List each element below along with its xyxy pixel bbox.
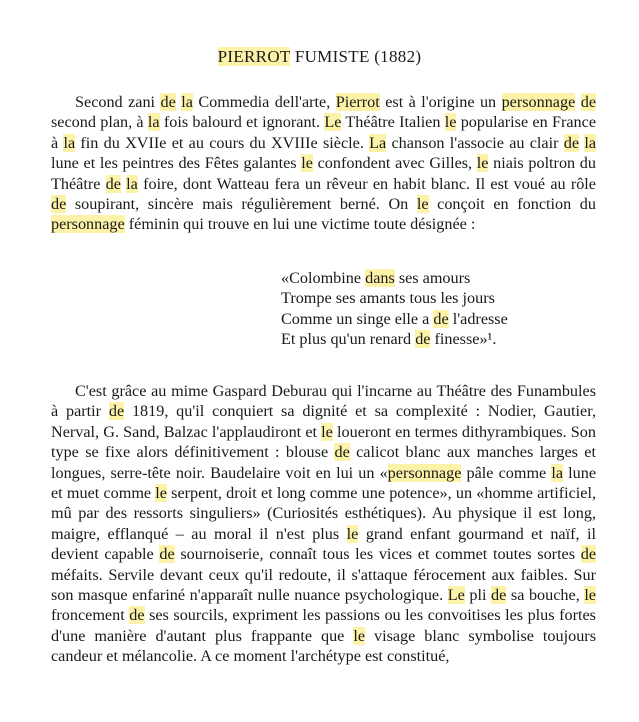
highlighted-word: de <box>105 174 121 193</box>
highlighted-word: la <box>551 463 564 482</box>
highlighted-word: la <box>584 133 597 152</box>
highlighted-word: de <box>160 93 176 111</box>
highlighted-word: la <box>63 133 76 152</box>
paragraph-1: Second zani de la Commedia dell'arte, Pierrot est à l'origine un personnage de second plan, à la fois balourd et ignorant. Le Théâtre Italien le popularise en France à la fin du XVIIe et au cours du XVIIIe siècle. La chanson l'associe au clair de la lune et les peintres des Fêtes galantes le confondent avec Gilles, le niais poltron du Théâtre de la foire, dont Watteau fera un rêveur en habit blanc. Il est voué au rôle de soupirant, sincère mais régulièrement berné. On le conçoit en fonction du personnage féminin qui trouve en lui une victime toute désignée : <box>51 93 597 234</box>
highlighted-word: la <box>126 174 138 193</box>
highlighted-word: le <box>321 422 333 441</box>
highlighted-word: le <box>301 154 313 173</box>
highlighted-word: de <box>159 545 175 564</box>
highlighted-word: de <box>415 330 431 349</box>
highlighted-word: personnage <box>51 215 125 234</box>
highlighted-word: le <box>155 484 167 503</box>
highlighted-word: de <box>129 606 145 625</box>
highlighted-word: de <box>580 93 596 111</box>
highlighted-word: Le <box>324 113 342 132</box>
highlighted-word: le <box>416 195 429 214</box>
highlighted-word: de <box>491 586 507 605</box>
highlighted-word: le <box>444 113 457 132</box>
highlighted-word: La <box>369 133 387 152</box>
highlighted-word: de <box>580 545 596 564</box>
highlighted-word: de <box>563 133 580 152</box>
highlighted-word: de <box>334 443 350 462</box>
highlighted-word: le <box>584 586 596 605</box>
verse-line: Trompe ses amants tous les jours <box>281 289 495 308</box>
highlighted-word: de <box>433 309 449 328</box>
highlighted-word: le <box>346 524 359 543</box>
highlighted-word: la <box>147 113 160 132</box>
page-title <box>0 47 639 67</box>
highlighted-word: le <box>476 154 489 173</box>
highlighted-word: Pierrot <box>335 93 380 111</box>
highlighted-word: personnage <box>387 463 462 482</box>
verse-line: Et plus qu'un renard de finesse»¹. <box>281 330 497 349</box>
highlighted-word: dans <box>365 269 395 287</box>
highlighted-word: personnage <box>501 93 576 111</box>
verse-quote <box>281 268 601 350</box>
highlighted-word: de <box>108 402 125 421</box>
highlighted-word: le <box>353 626 366 645</box>
highlighted-word: de <box>51 195 67 214</box>
verse-line: «Colombine dans ses amours <box>281 269 471 287</box>
title-highlight-pierrot: PIERROT <box>217 47 291 66</box>
highlighted-word: Le <box>447 586 465 605</box>
title-rest: FUMISTE (1882) <box>294 47 422 66</box>
paragraph-2: C'est grâce au mime Gaspard Deburau qui l'incarne au Théâtre des Funambules à partir de 1819, qu'il conquiert sa dignité et sa complexité : Nodier, Gautier, Nerval, G. Sand, Balzac l'applaudiront et le loueront en termes dithyrambiques. Son type se fixe alors définitivement : blouse de calicot blanc aux manches larges et longues, serre-tête noir. Baudelaire voit en lui un «personnage pâle comme la lune et muet comme le serpent, droit et long comme une potence», un «homme artificiel, mû par des ressorts singuliers» (Curiosités esthétiques). Au physique il est long, maigre, efflanqué – au moral il n'est plus le grand enfant gourmand et naïf, il devient capable de sournoiserie, connaît tous les vices et commet toutes sortes de méfaits. Servile devant ceux qu'il redoute, il s'attaque férocement aux faibles. Sur son masque enfariné n'apparaît nulle nuance psychologique. Le pli de sa bouche, le froncement de ses sourcils, expriment les passions ou les convoitises les plus fortes d'une manière d'autant plus frappante que le visage blanc symbolise toujours candeur et mélancolie. A ce moment l'archétype est constitué, <box>51 382 597 666</box>
verse-line: Comme un singe elle a de l'adresse <box>281 309 508 328</box>
highlighted-word: la <box>181 93 193 111</box>
